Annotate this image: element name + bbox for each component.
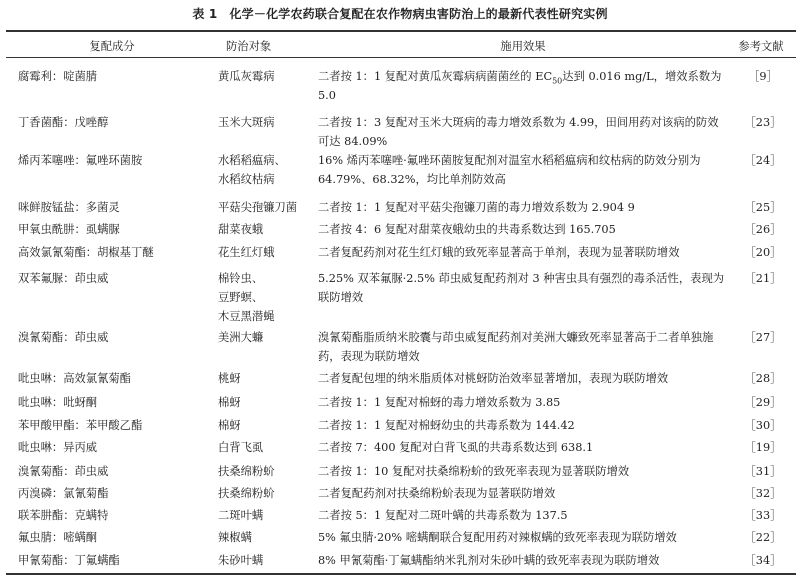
effect-text-main: 二者复配药剂对扶桑绵粉蚧表现为显著联防增效 bbox=[318, 487, 556, 500]
cell-ref: ［20］ bbox=[744, 246, 782, 259]
target-line: 棉蚜 bbox=[218, 419, 241, 432]
cell-combo: 联苯肼酯：克螨特 bbox=[18, 509, 109, 522]
cell-effect bbox=[318, 220, 728, 239]
target-line: 桃蚜 bbox=[218, 372, 241, 385]
effect-text-rest: 达到 0.016 mg/L，增效系数为 5.0 bbox=[318, 70, 722, 102]
effect-text-main: 二者复配药剂对花生红灯蛾的致死率显著高于单剂，表现为显著联防增效 bbox=[318, 246, 680, 259]
cell-target bbox=[218, 438, 318, 457]
cell-ref: ［22］ bbox=[744, 531, 782, 544]
target-line: 水稻纹枯病 bbox=[218, 173, 275, 186]
cell-target bbox=[218, 393, 318, 412]
target-line: 玉米大斑病 bbox=[218, 116, 275, 129]
cell-combo: 双苯氟脲：茚虫威 bbox=[18, 272, 109, 285]
cell-ref: ［24］ bbox=[744, 154, 782, 167]
cell-effect bbox=[318, 462, 728, 481]
cell-target bbox=[218, 220, 318, 239]
cell-target bbox=[218, 484, 318, 503]
effect-text-main: 5% 氟虫腈·20% 嘧螨酮联合复配用药对辣椒螨的致死率表现为联防增效 bbox=[318, 531, 677, 544]
top-rule bbox=[6, 30, 796, 32]
effect-text-main: 二者按 1：1 复配对黄瓜灰霉病病菌菌丝的 EC bbox=[318, 70, 553, 83]
target-line: 辣椒螨 bbox=[218, 531, 252, 544]
effect-text bbox=[318, 67, 728, 105]
cell-target bbox=[218, 198, 318, 217]
cell-combo: 咪鲜胺锰盐：多菌灵 bbox=[18, 201, 120, 214]
target-line: 扶桑绵粉蚧 bbox=[218, 487, 275, 500]
cell-effect bbox=[318, 328, 728, 366]
effect-text-main: 二者复配包埋的纳米脂质体对桃蚜防治效率显著增加，表现为联防增效 bbox=[318, 372, 669, 385]
cell-target bbox=[218, 151, 318, 189]
cell-effect bbox=[318, 113, 728, 151]
effect-text-main: 二者按 4：6 复配对甜菜夜蛾幼虫的共毒系数达到 165.705 bbox=[318, 223, 616, 236]
bottom-rule bbox=[6, 573, 796, 575]
header-ref: 参考文献 bbox=[738, 40, 784, 53]
cell-combo: 甲氰菊酯：丁氟螨酯 bbox=[18, 554, 120, 567]
cell-effect bbox=[318, 369, 728, 388]
effect-text bbox=[318, 462, 728, 481]
cell-target bbox=[218, 462, 318, 481]
cell-effect bbox=[318, 198, 728, 217]
effect-text bbox=[318, 198, 728, 217]
cell-effect bbox=[318, 393, 728, 412]
cell-target bbox=[218, 269, 318, 326]
target-line: 白背飞虱 bbox=[218, 441, 264, 454]
effect-text-main: 16% 烯丙苯噻唑·氟唑环菌胺复配剂对温室水稻稻瘟病和纹枯病的防效分别为 64.79%、68.32%，均比单剂防效高 bbox=[318, 154, 701, 186]
effect-text bbox=[318, 243, 728, 262]
cell-effect bbox=[318, 551, 728, 570]
cell-combo: 甲氧虫酰肼：虱螨脲 bbox=[18, 223, 120, 236]
target-line: 黄瓜灰霉病 bbox=[218, 70, 275, 83]
effect-text bbox=[318, 438, 728, 457]
cell-combo: 丁香菌酯：戊唑醇 bbox=[18, 116, 109, 129]
cell-target bbox=[218, 528, 318, 547]
effect-text bbox=[318, 551, 728, 570]
table-title: 化学－化学农药联合复配在农作物病虫害防治上的最新代表性研究实例 bbox=[229, 7, 608, 21]
effect-text-main: 5.25% 双苯氟脲·2.5% 茚虫威复配药剂对 3 种害虫具有强烈的毒杀活性，表现为联防增效 bbox=[318, 272, 725, 304]
header-combo: 复配成分 bbox=[89, 40, 135, 53]
effect-text bbox=[318, 113, 728, 151]
cell-ref: ［30］ bbox=[744, 419, 782, 432]
target-line: 木豆黑潜蝇 bbox=[218, 310, 275, 323]
cell-target bbox=[218, 113, 318, 132]
cell-combo: 吡虫啉：高效氯氰菊酯 bbox=[18, 372, 131, 385]
effect-text bbox=[318, 220, 728, 239]
cell-combo: 烯丙苯噻唑：氟唑环菌胺 bbox=[18, 154, 143, 167]
header-effect: 施用效果 bbox=[500, 40, 546, 53]
effect-text bbox=[318, 328, 728, 366]
header-rule bbox=[6, 57, 796, 58]
effect-text-main: 8% 甲氰菊酯·丁氟螨酯纳米乳剂对朱砂叶螨的致死率表现为联防增效 bbox=[318, 554, 660, 567]
target-line: 棉蚜 bbox=[218, 396, 241, 409]
cell-ref: ［9］ bbox=[748, 70, 778, 83]
effect-text bbox=[318, 484, 728, 503]
cell-ref: ［19］ bbox=[744, 441, 782, 454]
cell-target bbox=[218, 369, 318, 388]
cell-combo: 腐霉利：啶菌腈 bbox=[18, 70, 98, 83]
effect-text-main: 二者按 1：10 复配对扶桑绵粉蚧的致死率表现为显著联防增效 bbox=[318, 465, 630, 478]
effect-text-main: 二者按 1：3 复配对玉米大斑病的毒力增效系数为 4.99，田间用药对该病的防效可达 84.09% bbox=[318, 116, 719, 148]
effect-text-main: 二者按 7：400 复配对白背飞虱的共毒系数达到 638.1 bbox=[318, 441, 594, 454]
cell-effect bbox=[318, 151, 728, 189]
cell-combo: 吡虫啉：吡蚜酮 bbox=[18, 396, 98, 409]
cell-effect bbox=[318, 506, 728, 525]
target-line: 花生红灯蛾 bbox=[218, 246, 275, 259]
cell-target bbox=[218, 243, 318, 262]
cell-target bbox=[218, 416, 318, 435]
cell-ref: ［32］ bbox=[744, 487, 782, 500]
target-line: 朱砂叶螨 bbox=[218, 554, 264, 567]
target-line: 水稻稻瘟病、 bbox=[218, 154, 286, 167]
target-line: 豆野螟、 bbox=[218, 291, 264, 304]
effect-text bbox=[318, 369, 728, 388]
effect-text bbox=[318, 151, 728, 189]
cell-combo: 溴氰菊酯：茚虫威 bbox=[18, 331, 109, 344]
cell-effect bbox=[318, 243, 728, 262]
cell-ref: ［23］ bbox=[744, 116, 782, 129]
effect-text-main: 二者按 5：1 复配对二斑叶螨的共毒系数为 137.5 bbox=[318, 509, 568, 522]
effect-text bbox=[318, 528, 728, 547]
cell-effect bbox=[318, 416, 728, 435]
cell-effect bbox=[318, 67, 728, 105]
table-caption bbox=[0, 6, 800, 22]
cell-combo: 吡虫啉：异丙威 bbox=[18, 441, 98, 454]
target-line: 扶桑绵粉蚧 bbox=[218, 465, 275, 478]
target-line: 平菇尖孢镰刀菌 bbox=[218, 201, 298, 214]
cell-ref: ［34］ bbox=[744, 554, 782, 567]
cell-combo: 丙溴磷：氯氰菊酯 bbox=[18, 487, 109, 500]
cell-ref: ［25］ bbox=[744, 201, 782, 214]
cell-target bbox=[218, 67, 318, 86]
effect-subscript: 50 bbox=[552, 76, 563, 86]
effect-text bbox=[318, 393, 728, 412]
cell-ref: ［33］ bbox=[744, 509, 782, 522]
cell-effect bbox=[318, 484, 728, 503]
effect-text bbox=[318, 269, 728, 307]
cell-combo: 溴氰菊酯：茚虫威 bbox=[18, 465, 109, 478]
effect-text-main: 二者按 1：1 复配对棉蚜幼虫的共毒系数为 144.42 bbox=[318, 419, 575, 432]
cell-ref: ［26］ bbox=[744, 223, 782, 236]
effect-text-main: 溴氰菊酯脂质纳米胶囊与茚虫威复配药剂对美洲大蠊致死率显著高于二者单独施药，表现为联防增效 bbox=[318, 331, 714, 363]
cell-combo: 高效氯氰菊酯：胡椒基丁醚 bbox=[18, 246, 154, 259]
table-number: 表 1 bbox=[192, 7, 218, 21]
cell-ref: ［31］ bbox=[744, 465, 782, 478]
effect-text bbox=[318, 416, 728, 435]
target-line: 棉铃虫、 bbox=[218, 272, 264, 285]
cell-target bbox=[218, 328, 318, 347]
effect-text-main: 二者按 1：1 复配对棉蚜的毒力增效系数为 3.85 bbox=[318, 396, 561, 409]
cell-combo: 氟虫腈：嘧螨酮 bbox=[18, 531, 98, 544]
cell-effect bbox=[318, 528, 728, 547]
cell-ref: ［28］ bbox=[744, 372, 782, 385]
cell-ref: ［21］ bbox=[744, 272, 782, 285]
cell-ref: ［27］ bbox=[744, 331, 782, 344]
cell-target bbox=[218, 551, 318, 570]
cell-combo: 苯甲酸甲酯：苯甲酸乙酯 bbox=[18, 419, 143, 432]
target-line: 二斑叶螨 bbox=[218, 509, 264, 522]
effect-text bbox=[318, 506, 728, 525]
cell-target bbox=[218, 506, 318, 525]
cell-effect bbox=[318, 269, 728, 307]
effect-text-main: 二者按 1：1 复配对平菇尖孢镰刀菌的毒力增效系数为 2.904 9 bbox=[318, 201, 635, 214]
header-target: 防治对象 bbox=[226, 40, 272, 53]
target-line: 美洲大蠊 bbox=[218, 331, 264, 344]
cell-effect bbox=[318, 438, 728, 457]
cell-ref: ［29］ bbox=[744, 396, 782, 409]
target-line: 甜菜夜蛾 bbox=[218, 223, 264, 236]
